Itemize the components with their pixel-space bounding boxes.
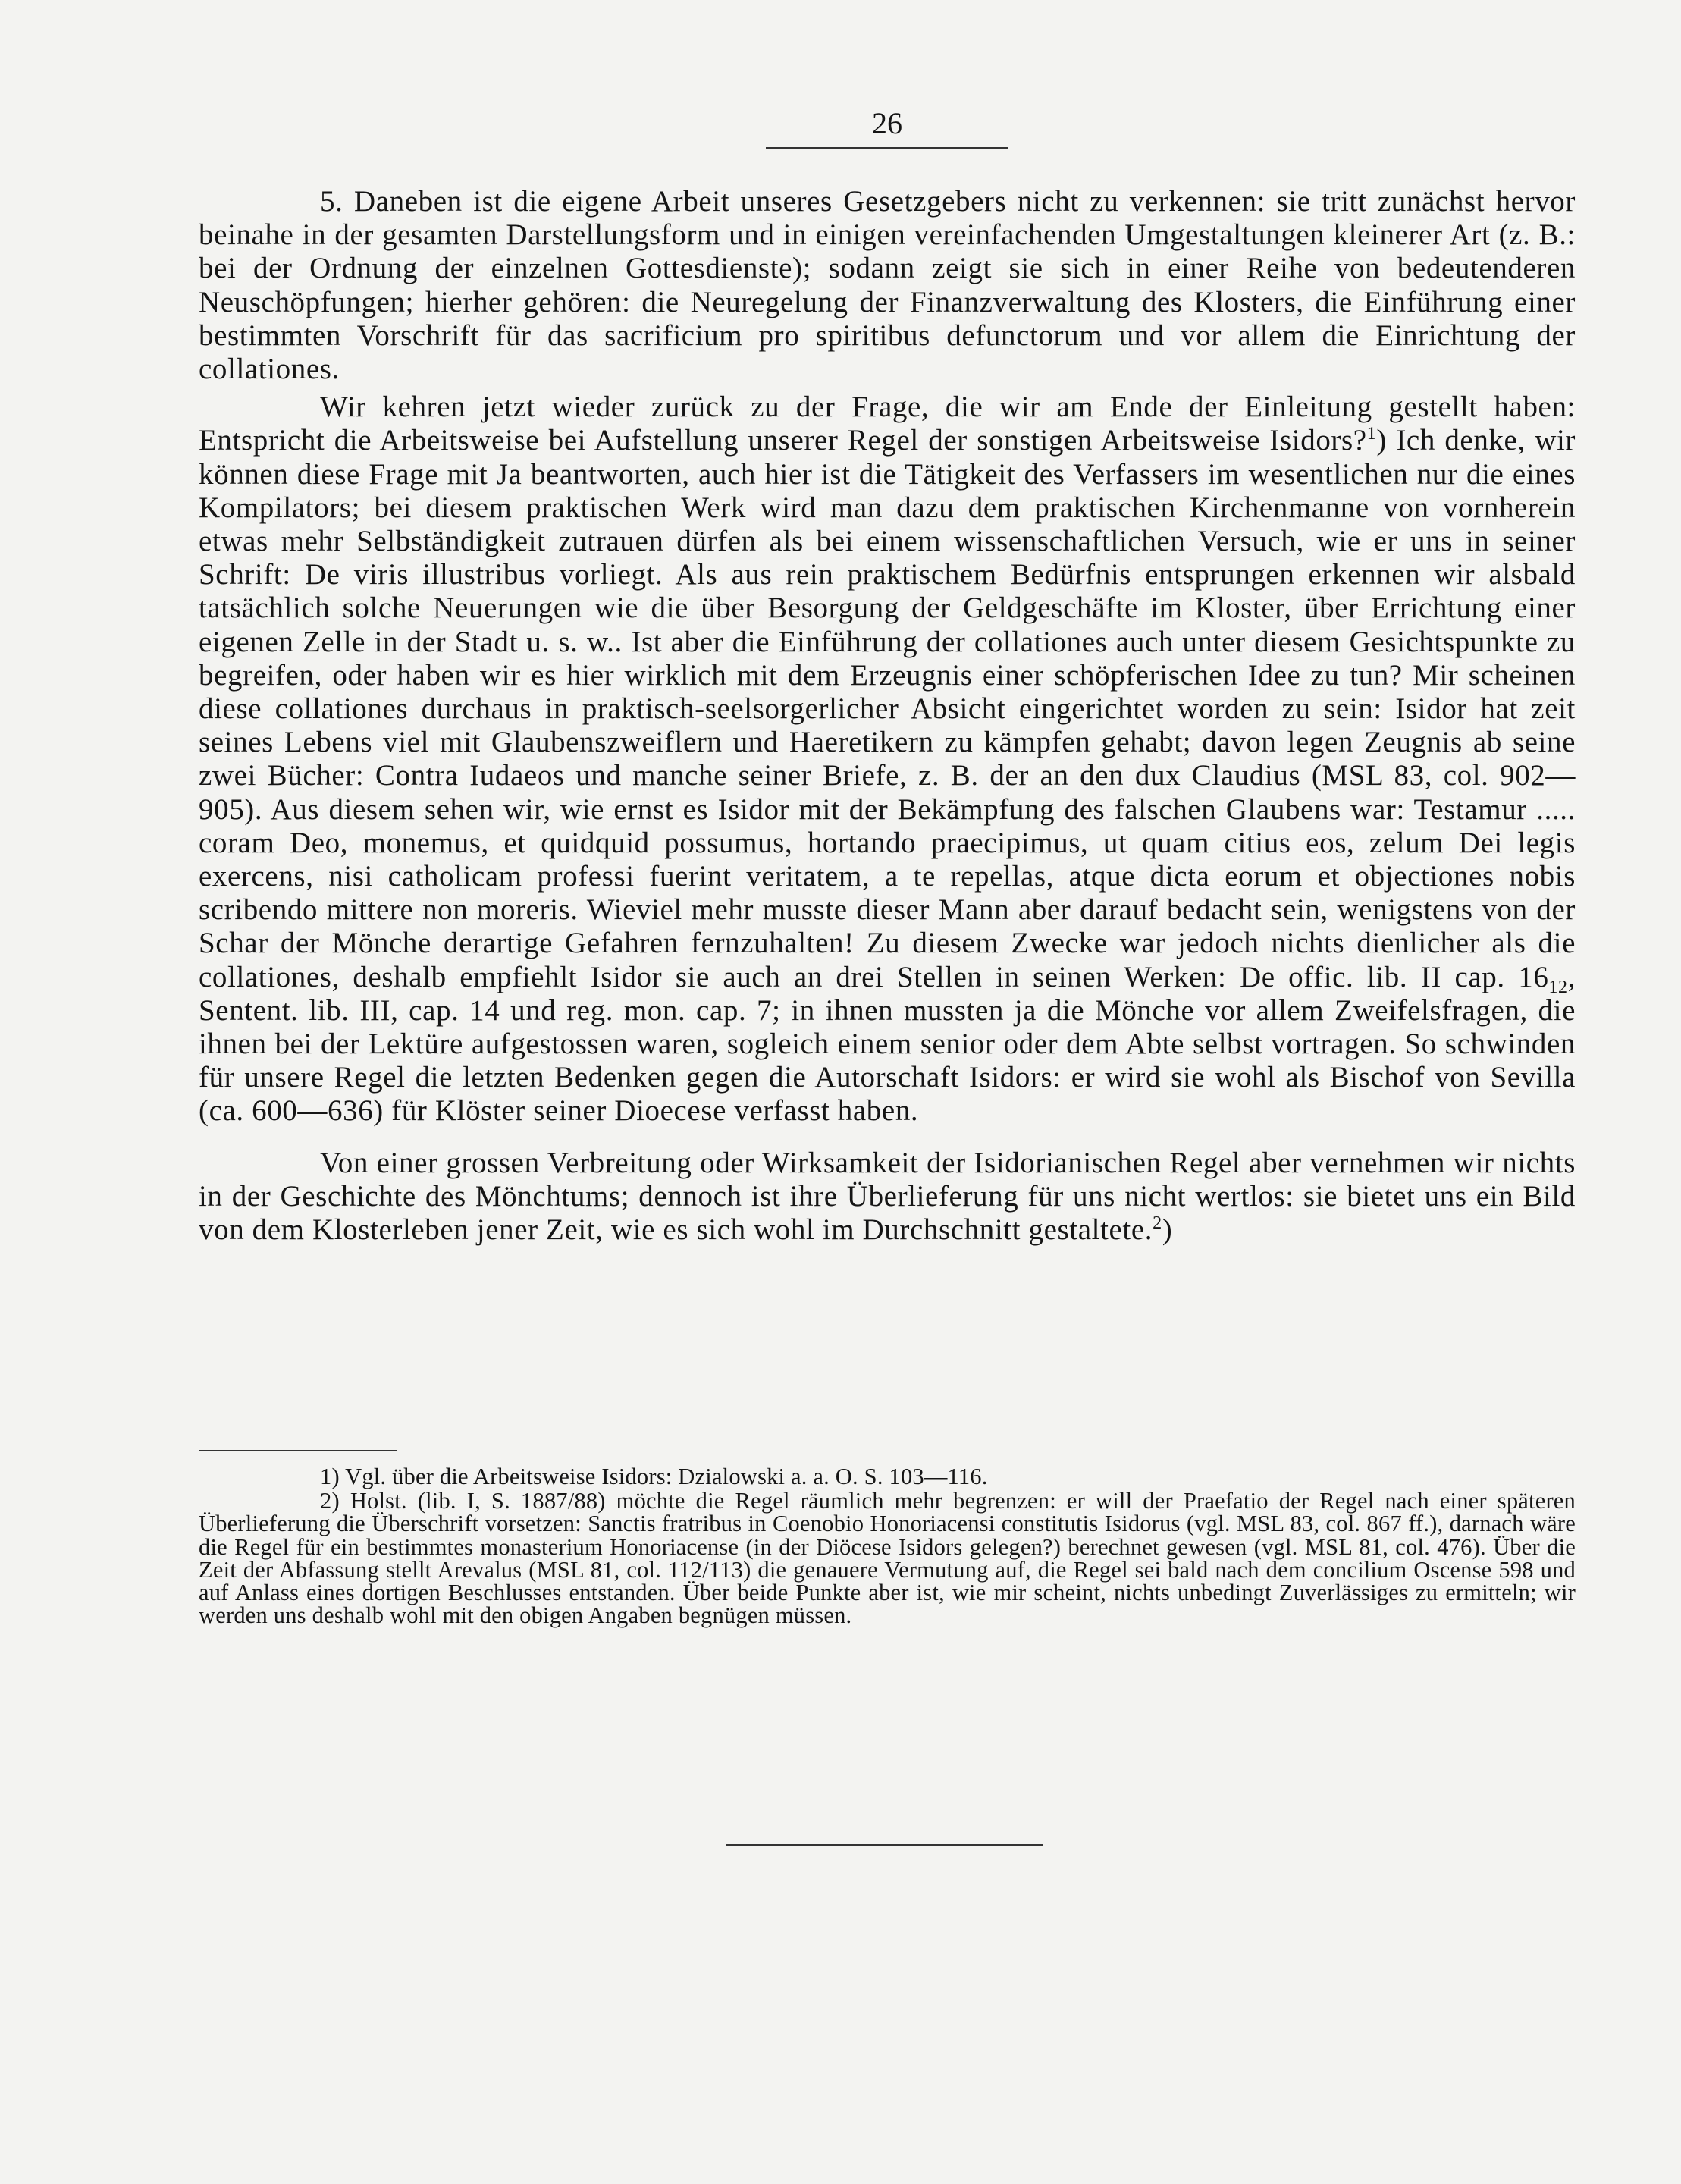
body-text — [199, 185, 1576, 1247]
end-rule — [726, 1844, 1043, 1846]
paragraph-2-text-c: , Sentent. lib. III, cap. 14 und reg. mon. cap. 7; in ihnen mussten ja die Mönche vor allem Zweifelsfragen, die ihnen bei der Lektüre aufgestossen waren, sogleich einem senior oder dem Abte selbst vortragen. So schwinden für unsere Regel die letzten Bedenken gegen die Autorschaft Isidors: er wird sie wohl als Bischof von Sevilla (ca. 600—636) für Klöster seiner Dioecese verfasst haben. — [199, 960, 1576, 1128]
page-number: 26 — [872, 106, 902, 140]
paragraph-2-text-a: Wir kehren jetzt wieder zurück zu der Frage, die wir am Ende der Einleitung gestellt haben: Entspricht die Arbeitsweise bei Aufstellung unserer Regel der sonstigen Arbeitsweise Isidors? — [199, 391, 1576, 457]
footnote-ref-2: 2 — [1153, 1213, 1162, 1234]
paragraph-1-text: 5. Daneben ist die eigene Arbeit unseres Gesetzgebers nicht zu verkennen: sie tritt zunächst hervor beinahe in der gesamten Darstellungsform und in einigen vereinfachenden Umgestaltungen kleinerer Art (z. B.: bei der Ordnung der einzelnen Gottesdienste); sodann zeigt sie sich in einer Reihe von bedeutenderen Neuschöpfungen; hierher gehören: die Neuregelung der Finanzverwaltung des Klosters, die Einführung einer bestimmten Vorschrift für das sacrificium pro spiritibus defunctorum und vor allem die Einrichtung der collationes. — [199, 185, 1576, 386]
footnote-2: 2) Holst. (lib. I, S. 1887/88) möchte die Regel räumlich mehr begrenzen: er will der Praefatio der Regel nach einer späteren Überlieferung die Überschrift vorsetzen: Sanctis fratribus in Coenobio Honoriacensi constitutis Isidorus (vgl. MSL 83, col. 867 ff.), darnach wäre die Regel für ein bestimmtes monasterium Honoriacense (in der Diöcese Isidors gelegen?) berechnet gewesen (vgl. MSL 81, col. 476). Über die Zeit der Abfassung stellt Arevalus (MSL 81, col. 112/113) die genauere Vermutung auf, die Regel sei bald nach dem concilium Oscense 598 und auf Anlass eines dortigen Beschlusses entstanden. Über beide Punkte aber ist, wie mir scheint, nichts unbedingt Zuverlässiges zu ermitteln; wir werden uns deshalb wohl mit den obigen Angaben begnügen müssen. — [199, 1488, 1576, 1629]
paragraph-2-text-b: ) Ich denke, wir können diese Frage mit Ja beantworten, auch hier ist die Tätigkeit des Verfassers im wesentlichen nur die eines Kompilators; bei diesem praktischen Werk wird man dazu dem praktischen Kirchenmanne von vornherein etwas mehr Selbständigkeit zutrauen dürfen als bei einem wissenschaftlichen Versuch, wie er uns in seiner Schrift: De viris illustribus vorliegt. Als aus rein praktischem Bedürfnis entsprungen erkennen wir alsbald tatsächlich solche Neuerungen wie die über Besorgung der Geldgeschäfte im Kloster, über Errichtung einer eigenen Zelle in der Stadt u. s. w.. Ist aber die Einführung der collationes auch unter diesem Gesichtspunkte zu begreifen, oder haben wir es hier wirklich mit dem Erzeugnis einer schöpferischen Idee zu tun? Mir scheinen diese collationes durchaus in praktisch-seelsorgerlicher Absicht eingerichtet worden zu sein: Isidor hat zeit seines Lebens viel mit Glaubenszweiflern und Haeretikern zu kämpfen gehabt; davon legen Zeugnis ab seine zwei Bücher: Contra Iudaeos und manche seiner Briefe, z. B. der an den dux Claudius (MSL 83, col. 902—905). Aus diesem sehen wir, wie ernst es Isidor mit der Bekämpfung des falschen Glaubens war: Testamur ..... coram Deo, monemus, et quidquid possumus, hortando praecipimus, ut quam citius eos, zelum Dei legis exercens, nisi catholicam professi fuerint veritatem, a te repellas, atque dicta eorum et objectiones nobis scribendo mittere non moreris. Wieviel mehr musste dieser Mann aber darauf bedacht sein, wenigstens von der Schar der Mönche derartige Gefahren fernzuhalten! Zu diesem Zwecke war jedoch nichts dienlicher als die collationes, deshalb empfiehlt Isidor sie auch an drei Stellen in seinen Werken: De offic. lib. II cap. 16 — [199, 424, 1576, 993]
paragraph-2 — [199, 391, 1576, 1128]
footnote-ref-1: 1 — [1366, 424, 1377, 444]
paragraph-3-text-a: Von einer grossen Verbreitung oder Wirksamkeit der Isidorianischen Regel aber vernehmen wir nichts in der Geschichte des Mönchtums; dennoch ist ihre Überlieferung für uns nicht wertlos: sie bietet uns ein Bild von dem Klosterleben jener Zeit, wie es sich wohl im Durchschnitt gestaltete. — [199, 1146, 1576, 1247]
header-rule — [766, 147, 1008, 149]
footnote-1: 1) Vgl. über die Arbeitsweise Isidors: Dzialowski a. a. O. S. 103—116. — [320, 1464, 988, 1489]
paragraph-3 — [199, 1147, 1576, 1247]
chapter-subscript: 12 — [1548, 977, 1568, 997]
footnotes — [199, 1465, 1576, 1627]
footnote-rule — [199, 1450, 397, 1451]
paragraph-3-text-b: ) — [1162, 1213, 1173, 1247]
paragraph-1 — [199, 185, 1576, 386]
